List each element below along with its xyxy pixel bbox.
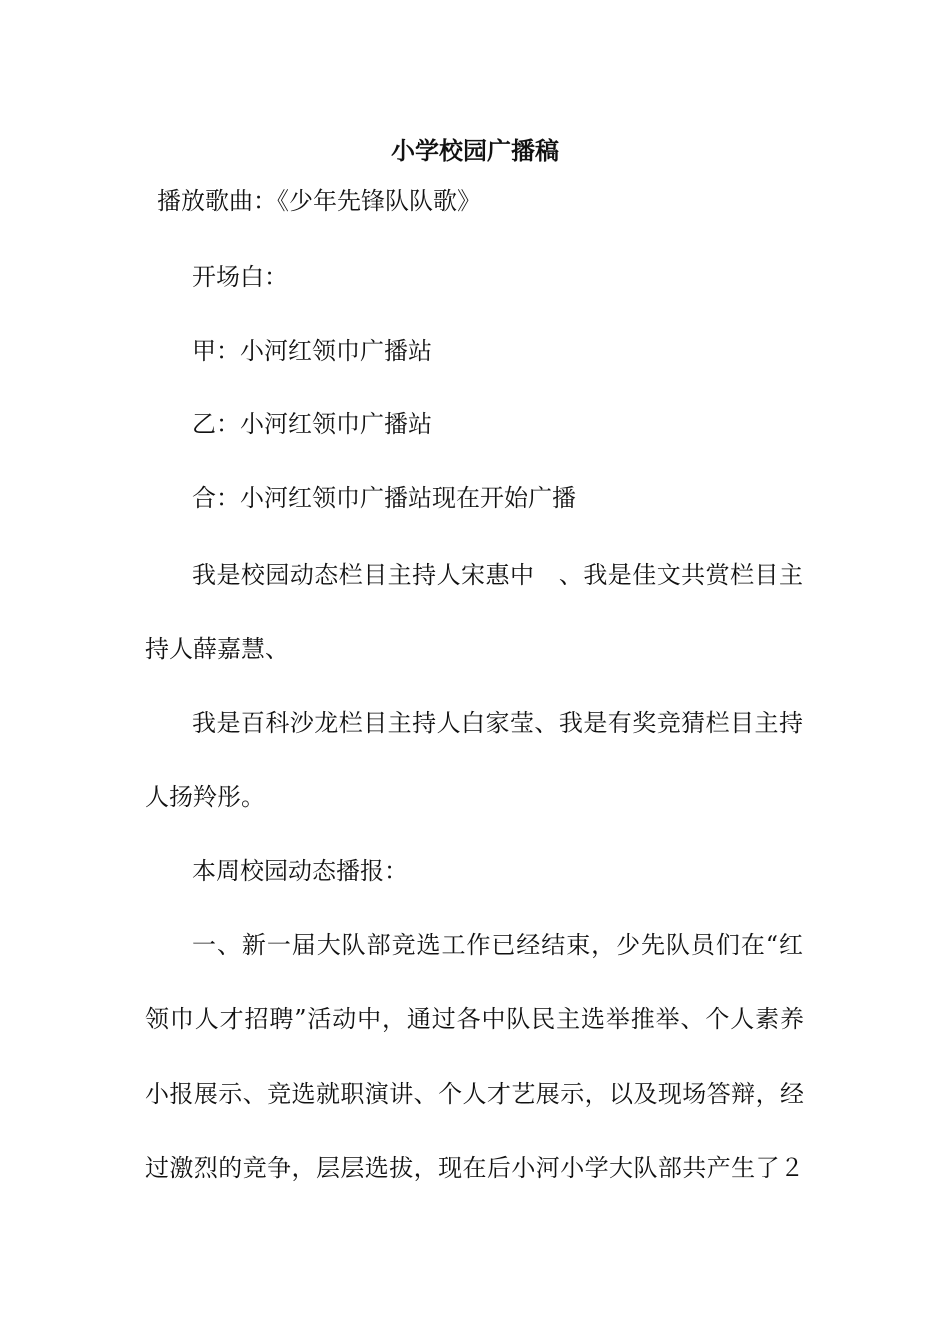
host-b-line: 乙：小河红领巾广播站	[192, 410, 432, 438]
news-paragraph-line-4: 过激烈的竞争，层层选拔，现在后小河小学大队部共产生了２	[145, 1154, 804, 1182]
news-paragraph-line-3: 小报展示、竞选就职演讲、个人才艺展示，以及现场答辩，经	[145, 1080, 804, 1108]
host-intro-line-2: 持人薛嘉慧、	[145, 635, 289, 663]
host-intro-line-1: 我是校园动态栏目主持人宋惠中 、我是佳文共赏栏目主	[192, 561, 803, 589]
song-line: 播放歌曲：《少年先锋队队歌》	[157, 187, 481, 215]
together-line: 合：小河红领巾广播站现在开始广播	[192, 484, 576, 512]
opening-heading: 开场白：	[192, 263, 288, 291]
host-intro-line-4: 人扬羚彤。	[145, 783, 265, 811]
host-intro-line-3: 我是百科沙龙栏目主持人白家莹、我是有奖竞猜栏目主持	[192, 709, 803, 737]
document-title: 小学校园广播稿	[391, 136, 559, 165]
host-a-line: 甲：小河红领巾广播站	[192, 337, 432, 365]
campus-news-heading: 本周校园动态播报：	[192, 857, 408, 885]
news-paragraph-line-2: 领巾人才招聘”活动中，通过各中队民主选举推举、个人素养	[145, 1005, 804, 1033]
news-paragraph-line-1: 一、新一届大队部竞选工作已经结束，少先队员们在“红	[192, 931, 803, 959]
